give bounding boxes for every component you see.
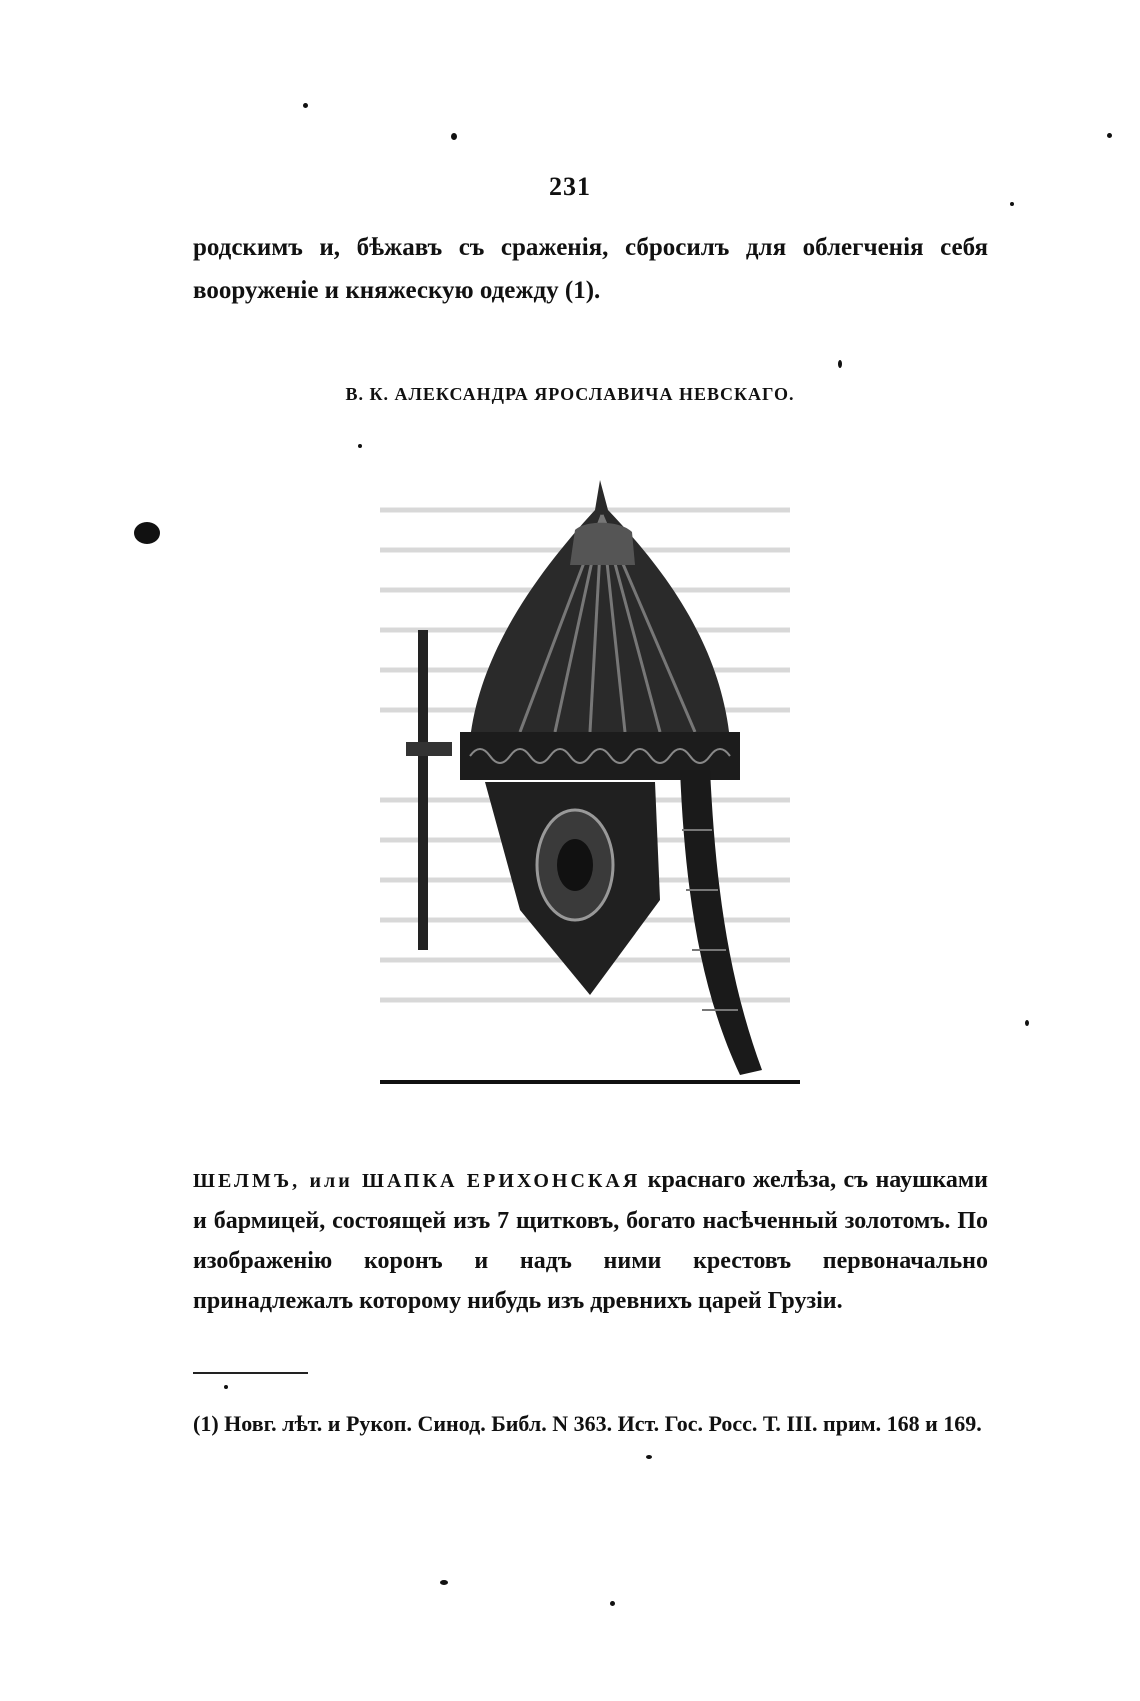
helmet-illustration bbox=[370, 470, 810, 1085]
scan-speck bbox=[610, 1601, 615, 1606]
section-heading: В. К. АЛЕКСАНДРА ЯРОСЛАВИЧА НЕВСКАГО. bbox=[345, 384, 795, 404]
intro-paragraph: родскимъ и, бѣжавъ съ сраженія, сбросилъ для облегченія себя вооруженіе и княжескую одежду (1). bbox=[193, 234, 988, 304]
scan-speck bbox=[358, 444, 362, 448]
caption-text: краснаго желѣза, съ наушками и бармицей, состоящей изъ 7 щитковъ, богато насѣченный золотомъ. По изображенію коронъ и надъ ними крестовъ первоначально принадлежалъ которому нибудь изъ древнихъ царей Грузіи. bbox=[193, 1167, 988, 1314]
illustration-caption bbox=[193, 1160, 988, 1321]
scan-speck bbox=[451, 133, 457, 140]
scan-speck bbox=[838, 360, 842, 368]
scan-speck bbox=[303, 103, 308, 108]
scan-speck bbox=[134, 522, 160, 544]
footnote: (1) Новг. лѣт. и Рукоп. Синод. Библ. N 363. Ист. Гос. Росс. Т. III. прим. 168 и 169. bbox=[193, 1411, 982, 1436]
scan-speck bbox=[1010, 202, 1014, 206]
scan-speck bbox=[646, 1455, 652, 1459]
scan-speck bbox=[440, 1580, 448, 1585]
footnote-rule bbox=[193, 1372, 308, 1374]
nose-guard bbox=[406, 630, 452, 950]
page-number: 231 bbox=[549, 172, 591, 201]
helmet-dome bbox=[470, 480, 730, 740]
scan-speck bbox=[1107, 133, 1112, 138]
scan-speck bbox=[1025, 1020, 1029, 1026]
caption-lead: ШЕЛМЪ, или ШАПКА ЕРИХОНСКАЯ bbox=[193, 1170, 641, 1192]
ear-flap bbox=[485, 782, 660, 995]
scan-speck bbox=[224, 1385, 228, 1389]
